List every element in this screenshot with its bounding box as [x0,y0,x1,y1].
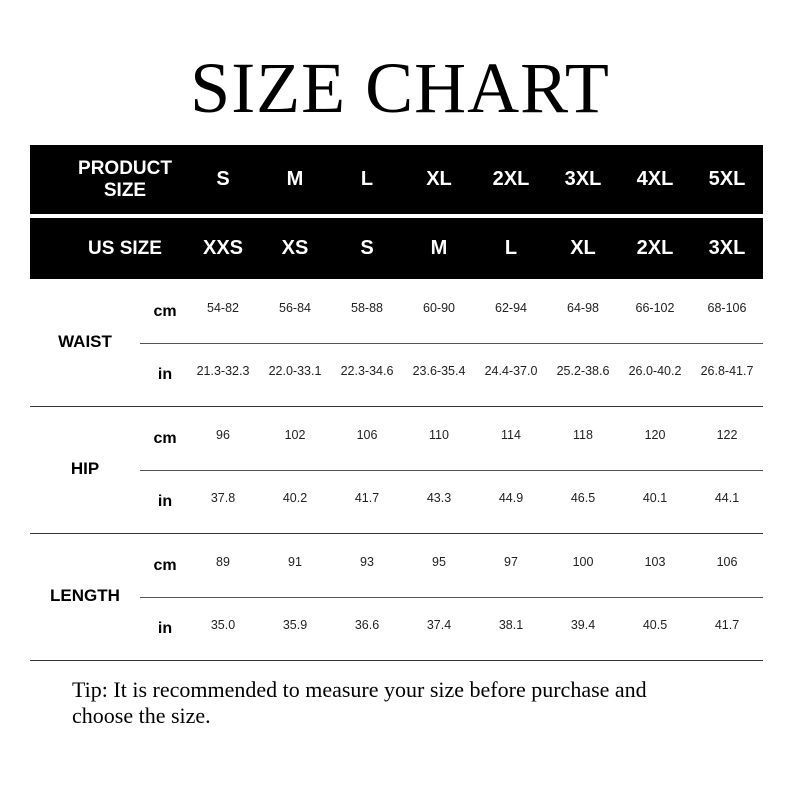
table-cell: 110 [429,428,449,442]
us-size-cell: S [360,237,374,259]
us-size-cell: XL [570,237,596,259]
table-cell: 46.5 [570,491,596,505]
table-cell: 106 [716,555,738,569]
us-size-cell: 3XL [708,237,746,259]
table-cell: 37.8 [210,491,236,505]
unit-label: cm [153,303,177,320]
table-cell: 40.2 [282,491,308,505]
table-cell: 114 [501,428,521,442]
table-cell: 35.9 [282,618,308,632]
table-cell: 37.4 [426,618,452,632]
table-cell: 97 [504,555,518,569]
table-cell: 62-94 [495,301,527,315]
table-cell: 44.9 [498,491,524,505]
product-size-cell: L [360,168,374,190]
table-cell: 89 [216,555,230,569]
table-cell: 36.6 [354,618,380,632]
us-size-cell: 2XL [636,237,674,259]
product-size-cell: 5XL [708,168,746,190]
unit-divider [140,343,763,344]
us-size-header [30,218,763,279]
table-cell: 60-90 [423,301,455,315]
product-size-cell: 2XL [492,168,530,190]
group-divider [30,533,763,534]
table-cell: 96 [216,428,230,442]
table-cell: 39.4 [570,618,596,632]
table-cell: 106 [356,428,378,442]
table-cell: 93 [360,555,374,569]
page-title: SIZE CHART [190,48,610,128]
product-size-cell: 3XL [564,168,602,190]
unit-label: in [157,620,173,637]
table-cell: 43.3 [426,491,452,505]
table-cell: 41.7 [714,618,740,632]
table-cell: 120 [644,428,666,442]
table-cell: 118 [573,428,593,442]
table-cell: 66-102 [635,301,675,315]
table-cell: 26.8-41.7 [700,364,754,378]
us-size-label: US SIZE [88,237,162,259]
table-cell: 23.6-35.4 [412,364,466,378]
unit-label: in [157,493,173,510]
table-cell: 22.3-34.6 [340,364,394,378]
tip-text: Tip: It is recommended to measure your size before purchase and choose the size. [72,677,647,728]
table-cell: 24.4-37.0 [484,364,538,378]
product-size-cell: M [286,168,304,190]
table-cell: 25.2-38.6 [556,364,610,378]
table-cell: 40.5 [642,618,668,632]
table-cell: 22.0-33.1 [268,364,322,378]
group-divider [30,406,763,407]
product-size-label-text: PRODUCT SIZE [78,157,172,201]
table-cell: 95 [432,555,446,569]
table-cell: 64-98 [567,301,599,315]
table-cell: 40.1 [642,491,668,505]
table-cell: 56-84 [279,301,311,315]
unit-divider [140,597,763,598]
table-cell: 103 [644,555,666,569]
table-cell: 68-106 [707,301,747,315]
product-size-cell: 4XL [636,168,674,190]
unit-label: cm [153,557,177,574]
table-cell: 44.1 [714,491,740,505]
table-cell: 54-82 [207,301,239,315]
group-label-waist: WAIST [58,332,112,351]
unit-divider [140,470,763,471]
product-size-label [45,145,205,214]
table-cell: 102 [284,428,306,442]
us-size-cell: L [504,237,518,259]
table-cell: 100 [572,555,594,569]
unit-label: cm [153,430,177,447]
table-cell: 91 [288,555,302,569]
table-cell: 58-88 [351,301,383,315]
us-size-cell: M [430,237,448,259]
us-size-cell: XXS [202,237,244,259]
product-size-header [30,145,763,214]
table-cell: 21.3-32.3 [196,364,250,378]
product-size-cell: XL [426,168,452,190]
table-cell: 26.0-40.2 [628,364,682,378]
table-cell: 122 [716,428,738,442]
unit-label: in [157,366,173,383]
table-cell: 38.1 [498,618,524,632]
product-size-cell: S [216,168,230,190]
table-cell: 41.7 [354,491,380,505]
group-label-length: LENGTH [50,586,120,605]
group-label-hip: HIP [70,459,100,478]
us-size-cell: XS [281,237,309,259]
table-bottom-rule [30,660,763,661]
table-cell: 35.0 [210,618,236,632]
